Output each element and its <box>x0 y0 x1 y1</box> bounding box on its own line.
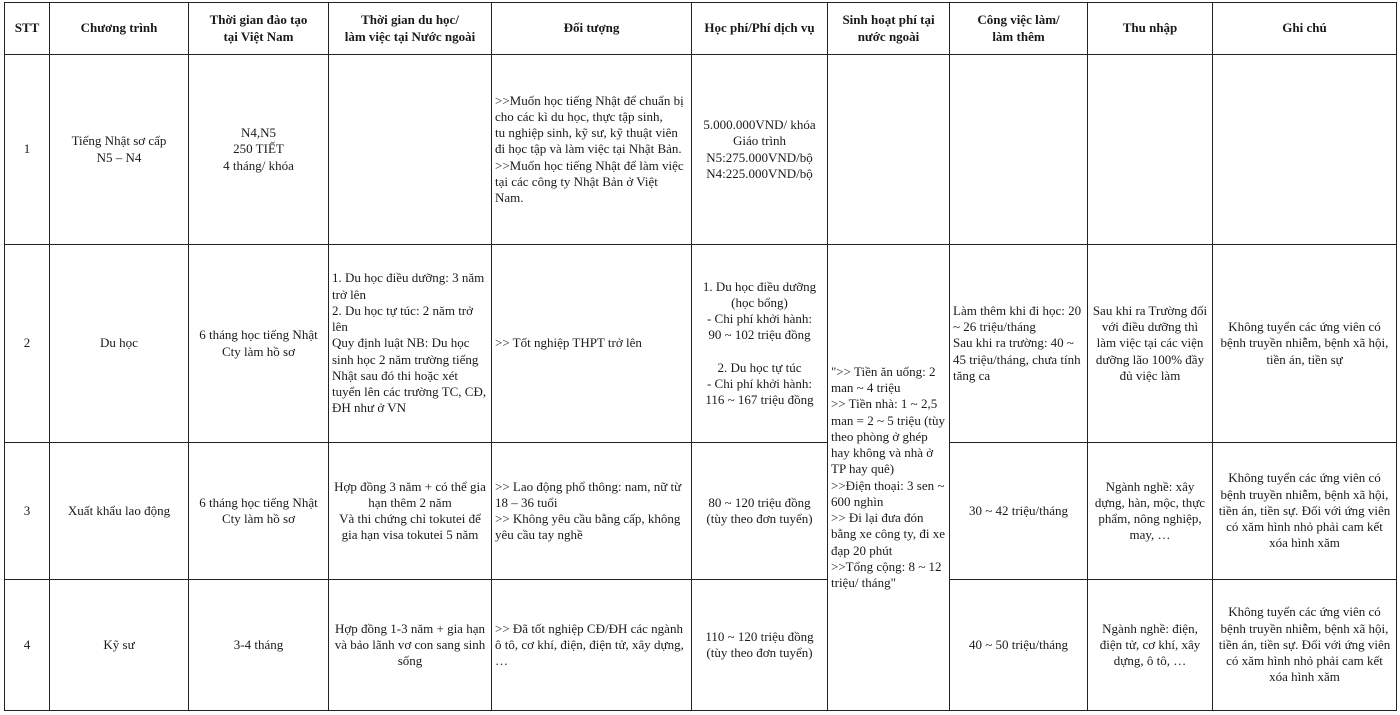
cell-fee: 110 ~ 120 triệu đồng (tùy theo đơn tuyển) <box>692 580 828 711</box>
header-target: Đối tượng <box>492 3 692 55</box>
cell-program: Tiếng Nhật sơ cấp N5 – N4 <box>50 55 189 245</box>
table-row <box>5 245 1397 443</box>
cell-note: Không tuyển các ứng viên có bệnh truyền nhiễm, bệnh xã hội, tiền án, tiền sự <box>1213 245 1397 443</box>
cell-target: >>Muốn học tiếng Nhật để chuẩn bị cho các kì du học, thực tập sinh, tu nghiệp sinh, kỹ sư, kỹ thuật viên đi học tập và làm việc tại Nhật Bản. >>Muốn học tiếng Nhật để làm việc tại các công ty Nhật Bản ở Việt Nam. <box>492 55 692 245</box>
cell-note: Không tuyển các ứng viên có bệnh truyền nhiễm, bệnh xã hội, tiền án, tiền sự. Đối với ứng viên có xăm hình nhỏ phải cam kết xóa hình xăm <box>1213 443 1397 580</box>
table-row <box>5 55 1397 245</box>
cell-training-vn: 6 tháng học tiếng Nhật Cty làm hồ sơ <box>189 245 329 443</box>
table-row <box>5 443 1397 580</box>
table-row <box>5 580 1397 711</box>
cell-work: Làm thêm khi đi học: 20 ~ 26 triệu/tháng Sau khi ra trường: 40 ~ 45 triệu/tháng, chưa tính tăng ca <box>950 245 1088 443</box>
cell-time-abroad: Hợp đồng 1-3 năm + gia hạn và bảo lãnh vơ con sang sinh sống <box>329 580 492 711</box>
cell-program: Xuất khẩu lao động <box>50 443 189 580</box>
cell-work <box>950 55 1088 245</box>
header-living-cost: Sinh hoạt phí tại nước ngoài <box>828 3 950 55</box>
header-row <box>5 3 1397 55</box>
header-stt: STT <box>5 3 50 55</box>
header-fee: Học phí/Phí dịch vụ <box>692 3 828 55</box>
cell-income: Ngành nghề: điện, điện tử, cơ khí, xây dựng, ô tô, … <box>1088 580 1213 711</box>
cell-work: 40 ~ 50 triệu/tháng <box>950 580 1088 711</box>
cell-fee: 80 ~ 120 triệu đồng (tùy theo đơn tuyển) <box>692 443 828 580</box>
cell-target: >> Lao động phổ thông: nam, nữ từ 18 – 36 tuổi >> Không yêu cầu bằng cấp, không yêu cầu tay nghề <box>492 443 692 580</box>
cell-target: >> Đã tốt nghiệp CĐ/ĐH các ngành ô tô, cơ khí, điện, điện tử, xây dựng, … <box>492 580 692 711</box>
header-program: Chương trình <box>50 3 189 55</box>
header-training-vn: Thời gian đào tạo tại Việt Nam <box>189 3 329 55</box>
cell-program: Kỹ sư <box>50 580 189 711</box>
header-income: Thu nhập <box>1088 3 1213 55</box>
cell-training-vn: 6 tháng học tiếng Nhật Cty làm hồ sơ <box>189 443 329 580</box>
cell-fee: 5.000.000VND/ khóa Giáo trình N5:275.000VND/bộ N4:225.000VND/bộ <box>692 55 828 245</box>
cell-stt: 2 <box>5 245 50 443</box>
cell-training-vn: 3-4 tháng <box>189 580 329 711</box>
cell-time-abroad <box>329 55 492 245</box>
cell-note <box>1213 55 1397 245</box>
cell-time-abroad: Hợp đồng 3 năm + có thể gia hạn thêm 2 năm Và thi chứng chỉ tokutei để gia hạn visa tokutei 5 năm <box>329 443 492 580</box>
cell-living-cost <box>828 55 950 245</box>
cell-income: Ngành nghề: xây dựng, hàn, mộc, thực phẩm, nông nghiệp, may, … <box>1088 443 1213 580</box>
program-table <box>4 2 1397 711</box>
cell-time-abroad: 1. Du học điều dưỡng: 3 năm trở lên 2. Du học tự túc: 2 năm trở lên Quy định luật NB: Du học sinh học 2 năm trường tiếng Nhật sau đó thi hoặc xét tuyển lên các trường TC, CĐ, ĐH như ở VN <box>329 245 492 443</box>
cell-target: >> Tốt nghiệp THPT trở lên <box>492 245 692 443</box>
header-note: Ghi chú <box>1213 3 1397 55</box>
cell-fee: 1. Du học điều dưỡng (học bổng) - Chi phí khởi hành: 90 ~ 102 triệu đồng 2. Du học tự túc - Chi phí khởi hành: 116 ~ 167 triệu đồng <box>692 245 828 443</box>
cell-stt: 4 <box>5 580 50 711</box>
cell-program: Du học <box>50 245 189 443</box>
cell-income: Sau khi ra Trường đối với điều dưỡng thì làm việc tại các viện dưỡng lão 100% đầy đủ việc làm <box>1088 245 1213 443</box>
cell-living-cost: ">> Tiền ăn uống: 2 man ~ 4 triệu >> Tiền nhà: 1 ~ 2,5 man = 2 ~ 5 triệu (tùy theo phòng ở ghép hay không và nhà ở TP hay quê) >>Điện thoại: 3 sen ~ 600 nghìn >> Đi lại đưa đón bằng xe công ty, đi xe đạp 20 phút >>Tổng cộng: 8 ~ 12 triệu/ tháng" <box>828 245 950 711</box>
cell-training-vn: N4,N5 250 TIẾT 4 tháng/ khóa <box>189 55 329 245</box>
cell-income <box>1088 55 1213 245</box>
cell-stt: 1 <box>5 55 50 245</box>
cell-stt: 3 <box>5 443 50 580</box>
cell-note: Không tuyển các ứng viên có bệnh truyền nhiễm, bệnh xã hội, tiền án, tiền sự. Đối với ứng viên có xăm hình nhỏ phải cam kết xóa hình xăm <box>1213 580 1397 711</box>
header-time-abroad: Thời gian du học/ làm việc tại Nước ngoài <box>329 3 492 55</box>
header-work: Công việc làm/ làm thêm <box>950 3 1088 55</box>
cell-work: 30 ~ 42 triệu/tháng <box>950 443 1088 580</box>
